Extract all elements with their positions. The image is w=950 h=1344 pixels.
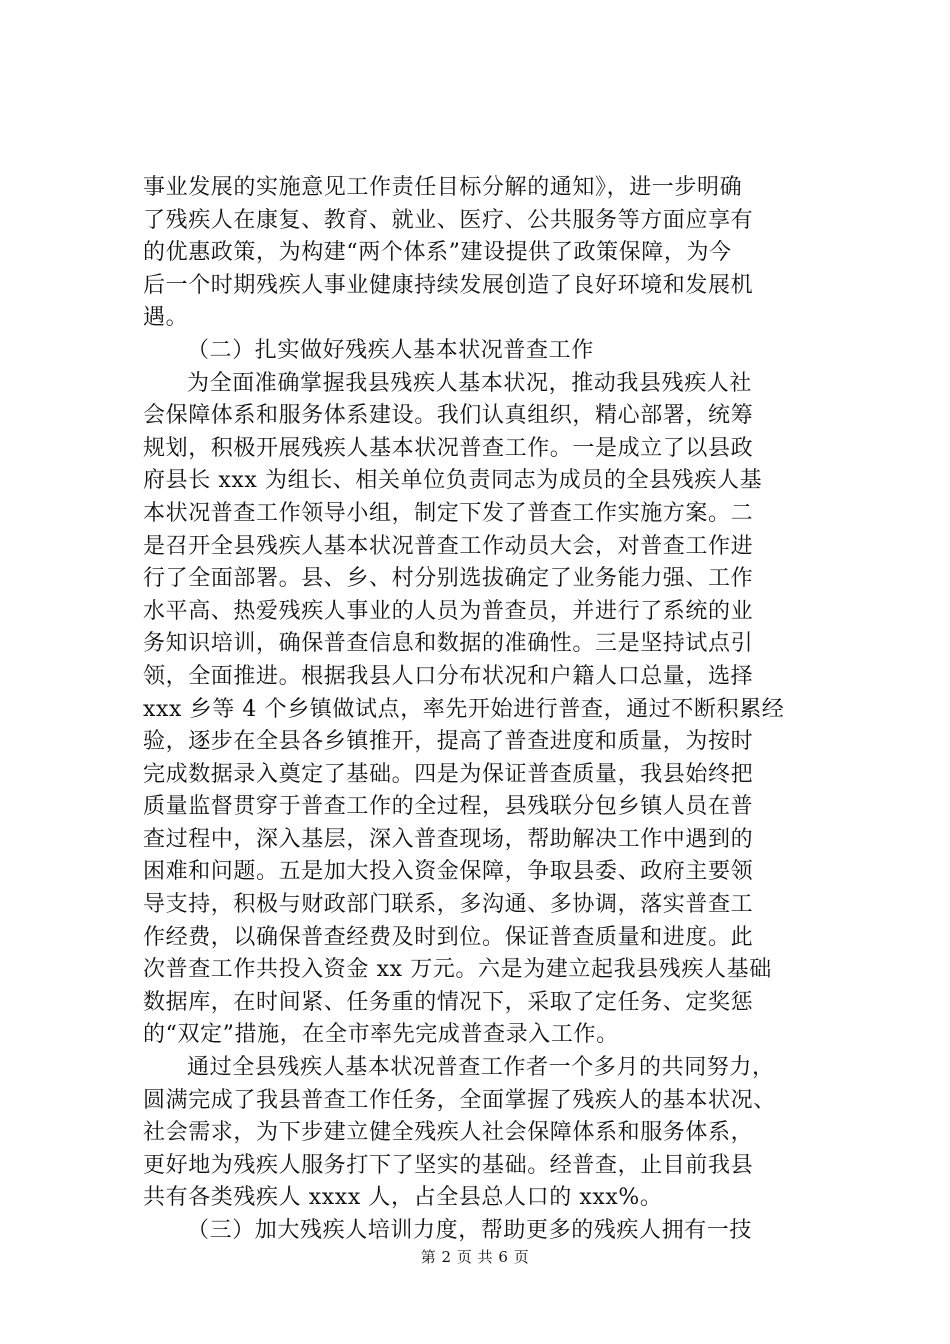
text-line: 共有各类残疾人 xxxx 人，占全县总人口的 xxx%。: [143, 1185, 663, 1211]
text-line: 后一个时期残疾人事业健康持续发展创造了良好环境和发展机: [143, 272, 754, 298]
document-body: [143, 172, 833, 1248]
text-line: 查过程中，深入基层，深入普查现场，帮助解决工作中遇到的: [143, 826, 754, 852]
text-line: 圆满完成了我县普查工作任务，全面掌握了残疾人的基本状况、: [143, 1087, 776, 1113]
text-line: 遇。: [143, 305, 189, 331]
text-line: 完成数据录入奠定了基础。四是为保证普查质量，我县始终把: [143, 761, 754, 787]
text-line: 导支持，积极与财政部门联系，多沟通、多协调，落实普查工: [143, 892, 754, 918]
text-line: 的“双定”措施，在全市率先完成普查录入工作。: [143, 1022, 619, 1048]
text-line: （三）加大残疾人培训力度，帮助更多的残疾人拥有一技: [187, 1218, 753, 1243]
text-line: 事业发展的实施意见工作责任目标分解的通知》，进一步明确: [143, 175, 743, 200]
text-line: 水平高、热爱残疾人事业的人员为普查员，并进行了系统的业: [143, 598, 754, 624]
text-line: 作经费，以确保普查经费及时到位。保证普查质量和进度。此: [143, 924, 754, 950]
text-line: 次普查工作共投入资金 xx 万元。六是为建立起我县残疾人基础: [143, 957, 772, 983]
text-line: 是召开全县残疾人基本状况普查工作动员大会，对普查工作进: [143, 533, 754, 559]
text-line: 了残疾人在康复、教育、就业、医疗、公共服务等方面应享有: [143, 207, 754, 233]
text-line: 数据库，在时间紧、任务重的情况下，采取了定任务、定奖惩: [143, 989, 754, 1015]
text-line: 更好地为残疾人服务打下了坚实的基础。经普查，止目前我县: [143, 1152, 754, 1178]
text-line: 行了全面部署。县、乡、村分别选拔确定了业务能力强、工作: [143, 566, 754, 592]
text-line: 验，逐步在全县各乡镇推开，提高了普查进度和质量，为按时: [143, 729, 754, 755]
text-line: xxx 乡等 4 个乡镇做试点，率先开始进行普查，通过不断积累经: [143, 696, 785, 722]
text-line: 通过全县残疾人基本状况普查工作者一个多月的共同努力，: [187, 1055, 775, 1081]
text-line: 困难和问题。五是加大投入资金保障，争取县委、政府主要领: [143, 859, 754, 885]
text-line: 规划，积极开展残疾人基本状况普查工作。一是成立了以县政: [143, 435, 754, 461]
text-line: 本状况普查工作领导小组，制定下发了普查工作实施方案。二: [143, 500, 754, 526]
text-line: 的优惠政策，为构建“两个体系”建设提供了政策保障，为今: [143, 240, 732, 266]
text-line: 会保障体系和服务体系建设。我们认真组织，精心部署，统筹: [143, 403, 754, 429]
text-line: 社会需求，为下步建立健全残疾人社会保障体系和服务体系，: [143, 1120, 754, 1146]
text-line: 质量监督贯穿于普查工作的全过程，县残联分包乡镇人员在普: [143, 794, 754, 820]
text-line: 为全面准确掌握我县残疾人基本状况，推动我县残疾人社: [187, 370, 753, 396]
text-line: （二）扎实做好残疾人基本状况普查工作: [187, 337, 594, 363]
text-line: 领，全面推进。根据我县人口分布状况和户籍人口总量，选择: [143, 663, 754, 689]
page-footer: 第 2 页 共 6 页: [420, 1248, 530, 1266]
text-line: 府县长 xxx 为组长、相关单位负责同志为成员的全县残疾人基: [143, 468, 763, 494]
text-line: 务知识培训，确保普查信息和数据的准确性。三是坚持试点引: [143, 631, 754, 657]
